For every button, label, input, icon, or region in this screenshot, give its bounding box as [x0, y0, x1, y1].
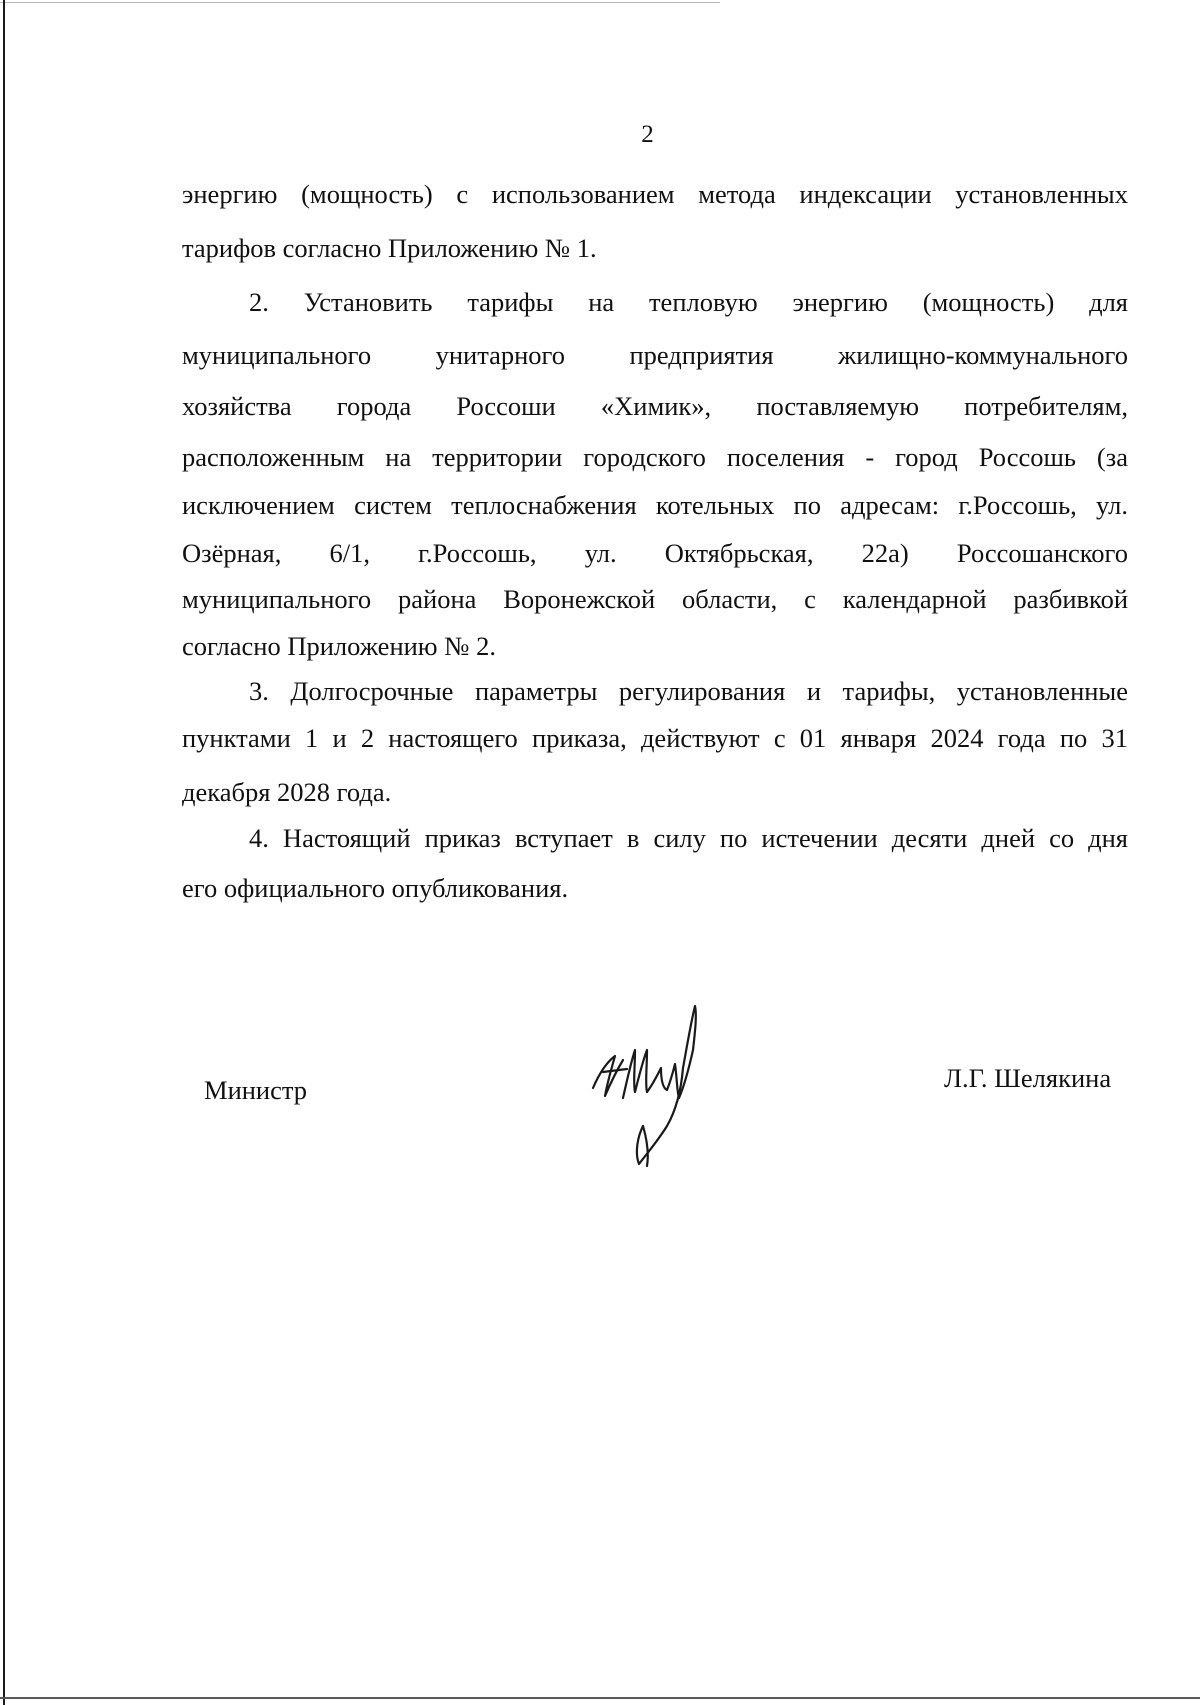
body-line: муниципального района Воронежской области, с календарной разбивкой	[182, 584, 1128, 614]
body-line: его официального опубликования.	[182, 873, 569, 903]
body-line: исключением систем теплоснабжения котельных по адресам: г.Россошь, ул.	[182, 490, 1128, 520]
body-line: согласно Приложению № 2.	[182, 631, 497, 661]
scan-edge-left	[3, 0, 5, 1705]
handwritten-signature	[585, 988, 715, 1168]
signatory-name: Л.Г. Шелякина	[944, 1063, 1112, 1093]
body-line: энергию (мощность) с использованием метода индексации установленных	[182, 179, 1128, 209]
body-line: Озёрная, 6/1, г.Россошь, ул. Октябрьская, 22а) Россошанского	[182, 538, 1128, 568]
body-line: муниципального унитарного предприятия жилищно-коммунального	[182, 340, 1128, 370]
body-line: пунктами 1 и 2 настоящего приказа, действуют с 01 января 2024 года по 31	[182, 723, 1128, 753]
body-line: декабря 2028 года.	[182, 777, 392, 807]
paragraph-3-line: 3. Долгосрочные параметры регулирования и тарифы, установленные	[249, 676, 1128, 706]
body-line: хозяйства города Россоши «Химик», поставляемую потребителям,	[182, 391, 1128, 421]
page-number: 2	[641, 121, 654, 148]
body-line: расположенным на территории городского поселения - город Россошь (за	[182, 442, 1128, 472]
signatory-role: Министр	[204, 1075, 308, 1105]
scan-edge-top	[0, 2, 720, 3]
body-line: тарифов согласно Приложению № 1.	[182, 233, 597, 263]
paragraph-4-line: 4. Настоящий приказ вступает в силу по истечении десяти дней со дня	[249, 823, 1128, 853]
scan-edge-bottom	[0, 1697, 1200, 1699]
paragraph-2-line: 2. Установить тарифы на тепловую энергию (мощность) для	[249, 287, 1128, 317]
